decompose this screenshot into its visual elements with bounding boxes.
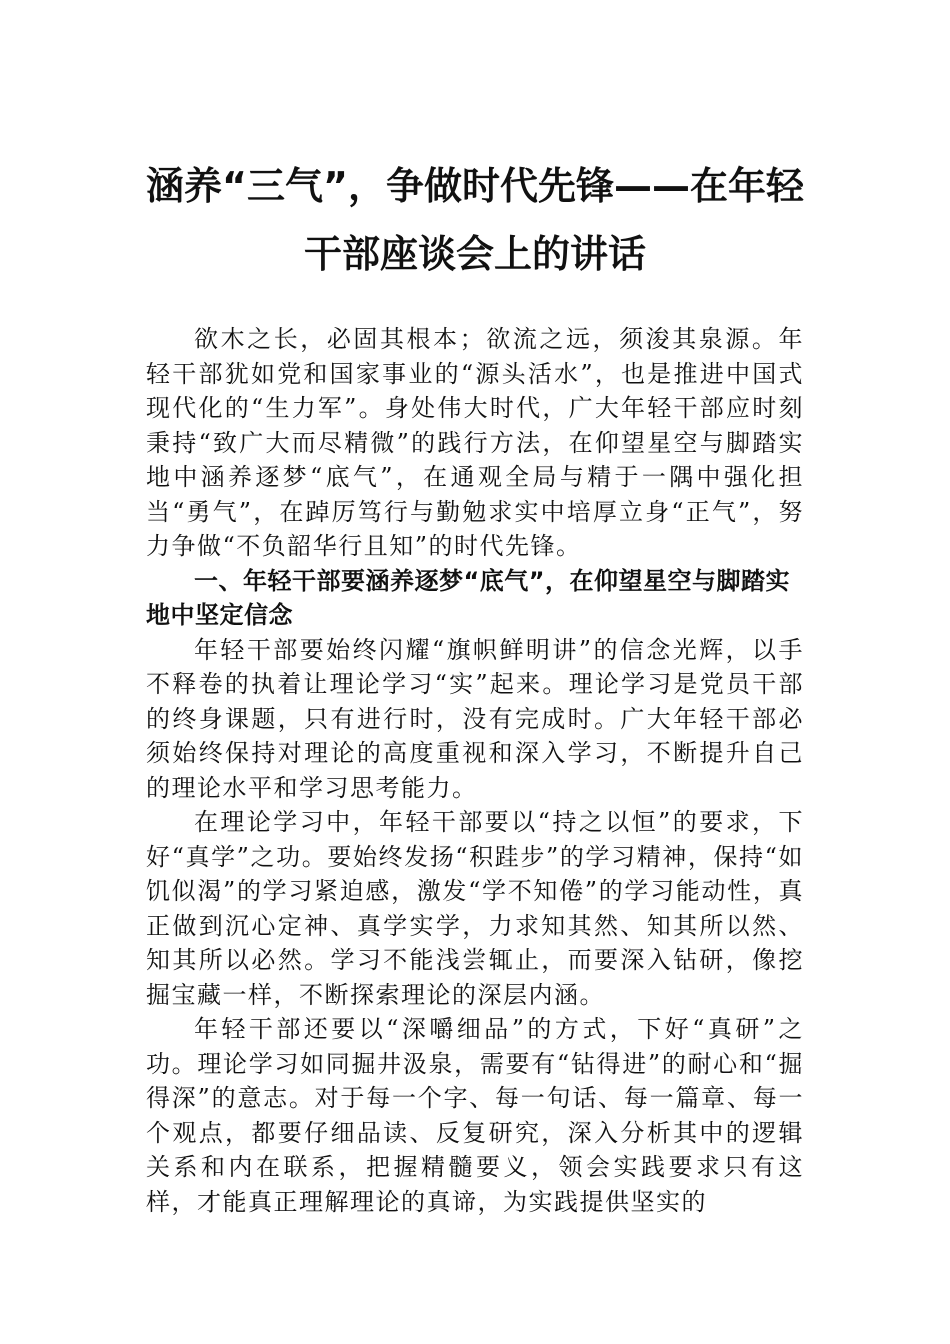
section-heading-1: 一、年轻干部要涵养逐梦“底气”，在仰望星空与脚踏实地中坚定信念 xyxy=(146,566,791,629)
body-paragraph-3: 年轻干部还要以“深嚼细品”的方式，下好“真研”之功。理论学习如同掘井汲泉，需要有“钻得进”的耐心和“掘得深”的意志。对于每一个字、每一句话、每一篇章、每一个观点，都要仔细品读、反复研究，深入分析其中的逻辑关系和内在联系，把握精髓要义，领会实践要求只有这样，才能真正理解理论的真谛，为实践提供坚实的 xyxy=(146,1015,804,1216)
document-title-line-2: 干部座谈会上的讲话 xyxy=(303,232,646,276)
body-paragraph-2: 在理论学习中，年轻干部要以“持之以恒”的要求，下好“真学”之功。要始终发扬“积跬步”的学习精神，保持“如饥似渴”的学习紧迫感，激发“学不知倦”的学习能动性，真正做到沉心定神、真学实学，力求知其然、知其所以然、知其所以必然。学习不能浅尝辄止，而要深入钻研，像挖掘宝藏一样，不断探索理论的深层内涵。 xyxy=(146,808,804,1009)
intro-paragraph: 欲木之长，必固其根本；欲流之远，须浚其泉源。年轻干部犹如党和国家事业的“源头活水”，也是推进中国式现代化的“生力军”。身处伟大时代，广大年轻干部应时刻秉持“致广大而尽精微”的践行方法，在仰望星空与脚踏实地中涵养逐梦“底气”，在通观全局与精于一隅中强化担当“勇气”，在踔厉笃行与勤勉求实中培厚立身“正气”，努力争做“不负韶华行且知”的时代先锋。 xyxy=(146,325,804,560)
body-paragraph-1: 年轻干部要始终闪耀“旗帜鲜明讲”的信念光辉，以手不释卷的执着让理论学习“实”起来。理论学习是党员干部的终身课题，只有进行时，没有完成时。广大年轻干部必须始终保持对理论的高度重视和深入学习，不断提升自己的理论水平和学习思考能力。 xyxy=(146,635,804,802)
document-body xyxy=(146,322,804,1219)
document-title-line-1: 涵养“三气”，争做时代先锋——在年轻 xyxy=(146,164,804,208)
